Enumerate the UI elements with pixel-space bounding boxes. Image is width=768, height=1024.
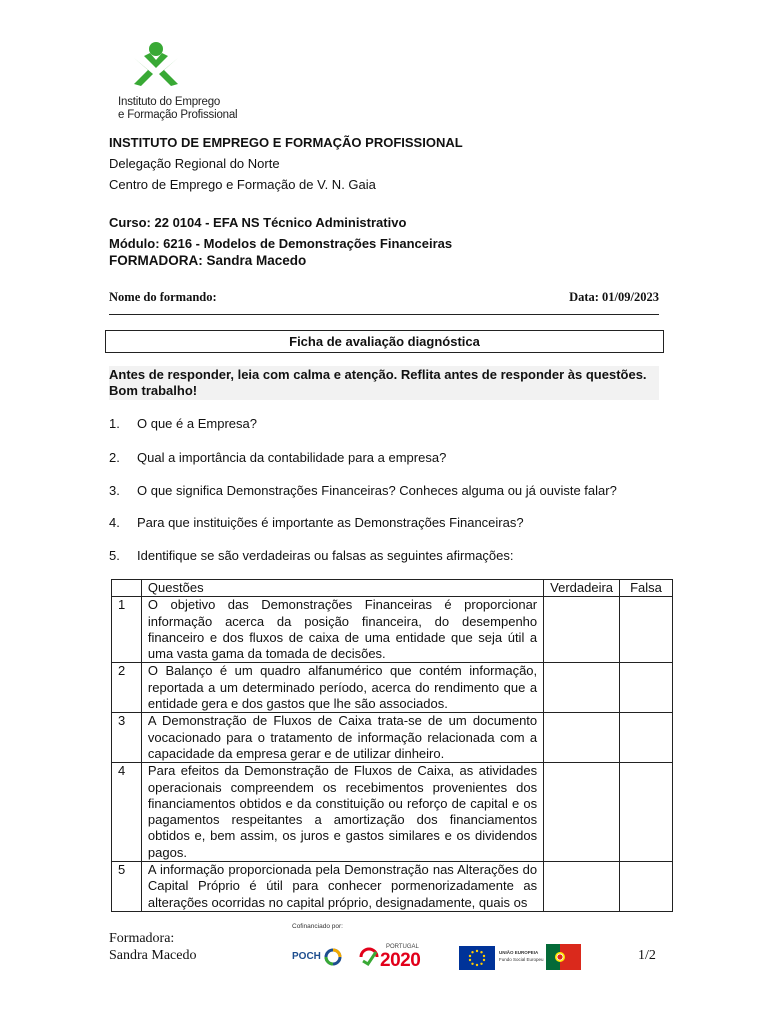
row-statement: O objetivo das Demonstrações Financeiras é proporcionar informação acerca da posição financeira, do desempenho financeiro e dos fluxos de caixa de uma entidade que seja útil a uma vasta gama da tomada de decisões. bbox=[141, 597, 543, 663]
delegation: Delegação Regional do Norte bbox=[109, 156, 280, 171]
question-number: 3. bbox=[109, 483, 120, 498]
table-row bbox=[112, 597, 673, 663]
module: Módulo: 6216 - Modelos de Demonstrações Financeiras bbox=[109, 236, 453, 251]
false-cell[interactable] bbox=[620, 597, 673, 663]
question-5 bbox=[109, 548, 514, 563]
table-row bbox=[112, 763, 673, 862]
header-questions: Questões bbox=[141, 580, 543, 597]
row-statement: A Demonstração de Fluxos de Caixa trata-se de um documento vocacionado para o tratamento de informação relacionada com a capacidade da empresa gerar e de utilizar dinheiro. bbox=[141, 713, 543, 763]
row-number: 1 bbox=[112, 597, 142, 663]
institute-name: INSTITUTO DE EMPREGO E FORMAÇÃO PROFISSIONAL bbox=[109, 135, 463, 150]
true-cell[interactable] bbox=[544, 763, 620, 862]
question-text: Identifique se são verdadeiras ou falsas as seguintes afirmações: bbox=[137, 548, 514, 563]
question-1 bbox=[109, 416, 257, 431]
portugal-flag-icon bbox=[546, 944, 581, 970]
header-false: Falsa bbox=[620, 580, 673, 597]
row-statement: A informação proporcionada pela Demonstração nas Alterações do Capital Próprio é útil para conhecer pormenorizadamente as alterações ocorridas no capital próprio, designadamente, quais os bbox=[141, 862, 543, 912]
question-text: O que significa Demonstrações Financeiras? Conheces alguma ou já ouviste falar? bbox=[137, 483, 617, 498]
header-num bbox=[112, 580, 142, 597]
table-row bbox=[112, 713, 673, 763]
poch-logo bbox=[292, 946, 344, 968]
iefp-logo bbox=[112, 40, 242, 122]
student-name-label: Nome do formando: bbox=[109, 290, 217, 304]
portugal-2020-mark-icon bbox=[358, 946, 380, 968]
question-3 bbox=[109, 483, 617, 498]
header-true: Verdadeira bbox=[544, 580, 620, 597]
eu-text-2: Fundo Social Europeu bbox=[499, 957, 544, 962]
row-number: 3 bbox=[112, 713, 142, 763]
statements-table-wrapper bbox=[111, 579, 674, 912]
question-number: 2. bbox=[109, 450, 120, 465]
question-number: 5. bbox=[109, 548, 120, 563]
eu-logo bbox=[459, 946, 543, 970]
date: Data: 01/09/2023 bbox=[569, 290, 659, 304]
trainer: FORMADORA: Sandra Macedo bbox=[109, 253, 307, 268]
cofinanced-label: Cofinanciado por: bbox=[292, 923, 343, 930]
table-row bbox=[112, 862, 673, 912]
logo-line-1: Instituto do Emprego bbox=[118, 96, 221, 108]
false-cell[interactable] bbox=[620, 663, 673, 713]
iefp-logo-mark bbox=[112, 40, 242, 92]
true-cell[interactable] bbox=[544, 597, 620, 663]
true-cell[interactable] bbox=[544, 862, 620, 912]
false-cell[interactable] bbox=[620, 713, 673, 763]
false-cell[interactable] bbox=[620, 862, 673, 912]
question-2 bbox=[109, 450, 446, 465]
row-number: 2 bbox=[112, 663, 142, 713]
center: Centro de Emprego e Formação de V. N. Gaia bbox=[109, 177, 376, 192]
logo-line-2: e Formação Profissional bbox=[118, 109, 238, 121]
instructions: Antes de responder, leia com calma e atenção. Reflita antes de responder às questões. Bom trabalho! bbox=[109, 366, 659, 400]
row-number: 4 bbox=[112, 763, 142, 862]
poch-text: POCH bbox=[292, 951, 321, 962]
question-4 bbox=[109, 515, 524, 530]
eu-text-1: UNIÃO EUROPEIA bbox=[499, 950, 539, 955]
false-cell[interactable] bbox=[620, 763, 673, 862]
footer-trainer-label: Formadora: bbox=[109, 931, 175, 946]
portugal-text: PORTUGAL bbox=[386, 944, 419, 950]
row-statement: O Balanço é um quadro alfanumérico que contém informação, reportada a um determinado período, acerca do rendimento que a entidade gera e dos gastos que lhe são associados. bbox=[141, 663, 543, 713]
question-number: 1. bbox=[109, 416, 120, 431]
question-text: Qual a importância da contabilidade para a empresa? bbox=[137, 450, 447, 465]
table-header-row bbox=[112, 580, 673, 597]
question-text: Para que instituições é importante as Demonstrações Financeiras? bbox=[137, 515, 524, 530]
form-title: Ficha de avaliação diagnóstica bbox=[105, 330, 664, 353]
portugal-2020-logo bbox=[358, 944, 444, 972]
row-statement: Para efeitos da Demonstração de Fluxos de Caixa, as atividades operacionais compreendem os recebimentos provenientes dos financiamentos obtidos e da constituição ou reforço de capital e os pagamentos respeitantes a amortização dos financiamentos obtidos e, bem assim, os juros e gastos similares e os dividendos pagos. bbox=[141, 763, 543, 862]
table-row bbox=[112, 663, 673, 713]
p2020-text: 2020 bbox=[380, 950, 421, 971]
footer-trainer bbox=[109, 930, 196, 964]
row-number: 5 bbox=[112, 862, 142, 912]
true-cell[interactable] bbox=[544, 663, 620, 713]
true-cell[interactable] bbox=[544, 713, 620, 763]
question-text: O que é a Empresa? bbox=[137, 416, 257, 431]
eu-flag-icon bbox=[459, 946, 495, 970]
statements-table bbox=[111, 579, 673, 912]
footer-trainer-name: Sandra Macedo bbox=[109, 948, 197, 963]
page-number: 1/2 bbox=[638, 948, 656, 963]
student-name-row bbox=[109, 290, 659, 315]
course: Curso: 22 0104 - EFA NS Técnico Administrativo bbox=[109, 215, 407, 230]
question-number: 4. bbox=[109, 515, 120, 530]
poch-swirl-icon bbox=[324, 948, 342, 966]
